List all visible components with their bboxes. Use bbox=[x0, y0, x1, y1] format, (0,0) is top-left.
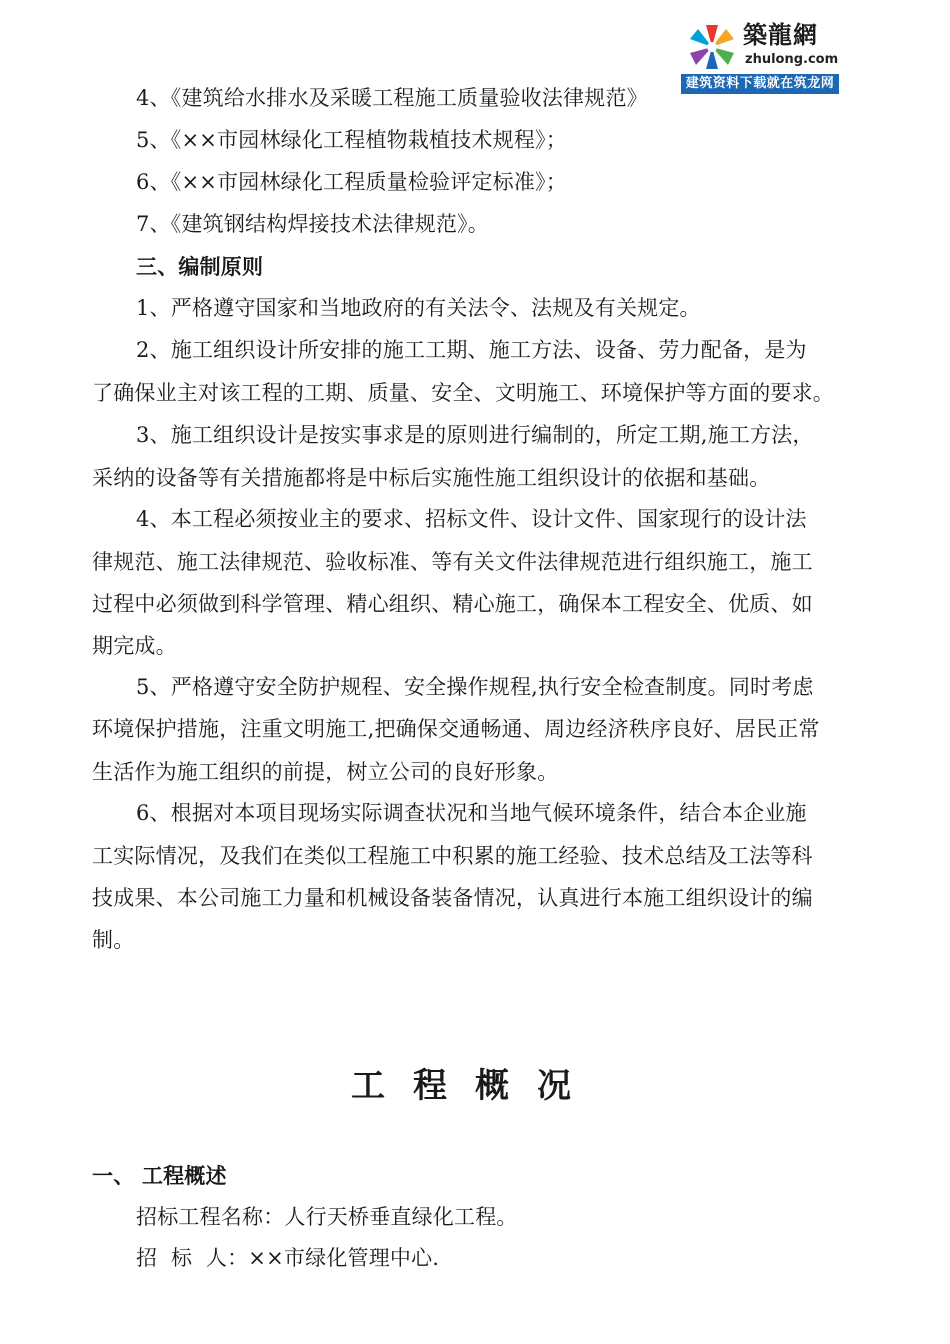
paragraph-line: 6、根据对本项目现场实际调查状况和当地气候环境条件，结合本企业施 bbox=[136, 801, 807, 825]
paragraph-line: 采纳的设备等有关措施都将是中标后实施性施工组织设计的依据和基础。 bbox=[92, 466, 771, 490]
logo-slogan: 建筑资料下载就在筑龙网 bbox=[681, 74, 839, 94]
paragraph-line: 工实际情况，及我们在类似工程施工中积累的施工经验、技术总结及工法等科 bbox=[92, 844, 813, 868]
paragraph-line: 4、本工程必须按业主的要求、招标文件、设计文件、国家现行的设计法 bbox=[136, 507, 807, 531]
paragraph-line: 律规范、施工法律规范、验收标准、等有关文件法律规范进行组织施工，施工 bbox=[92, 550, 813, 574]
paragraph-line: 技成果、本公司施工力量和机械设备装备情况，认真进行本施工组织设计的编 bbox=[92, 886, 813, 910]
paragraph-line: 了确保业主对该工程的工期、质量、安全、文明施工、环境保护等方面的要求。 bbox=[92, 381, 834, 405]
paragraph-line: 2、施工组织设计所安排的施工工期、施工方法、设备、劳力配备，是为 bbox=[136, 338, 807, 362]
reference-item: 5、《××市园林绿化工程植物栽植技术规程》； bbox=[136, 128, 567, 152]
paragraph-line: 期完成。 bbox=[92, 634, 177, 658]
paragraph-line: 环境保护措施，注重文明施工,把确保交通畅通、周边经济秩序良好、居民正常 bbox=[92, 717, 820, 741]
section-heading-principles: 三、编制原则 bbox=[136, 255, 264, 279]
chapter-title: 工程概况 bbox=[351, 1066, 599, 1106]
logo-name-cn: 築龍網 bbox=[743, 20, 818, 49]
logo-name-en: zhulong.com bbox=[745, 52, 839, 67]
reference-item: 6、《××市园林绿化工程质量检验评定标准》； bbox=[136, 170, 567, 194]
paragraph-line: 1、严格遵守国家和当地政府的有关法令、法规及有关规定。 bbox=[136, 296, 701, 320]
tenderer: 招 标 人：××市绿化管理中心. bbox=[136, 1246, 440, 1270]
paragraph-line: 5、严格遵守安全防护规程、安全操作规程,执行安全检查制度。同时考虑 bbox=[136, 675, 814, 699]
paragraph-line: 制。 bbox=[92, 928, 135, 952]
section-heading-overview: 一、 工程概述 bbox=[92, 1164, 227, 1188]
reference-item: 4、《建筑给水排水及采暖工程施工质量验收法律规范》 bbox=[136, 86, 648, 110]
paragraph-line: 3、施工组织设计是按实事求是的原则进行编制的，所定工期,施工方法， bbox=[136, 423, 814, 447]
paragraph-line: 过程中必须做到科学管理、精心组织、精心施工，确保本工程安全、优质、如 bbox=[92, 592, 813, 616]
zhulong-logo bbox=[681, 18, 839, 94]
project-name: 招标工程名称：人行天桥垂直绿化工程。 bbox=[136, 1205, 518, 1229]
paragraph-line: 生活作为施工组织的前提，树立公司的良好形象。 bbox=[92, 760, 559, 784]
reference-item: 7、《建筑钢结构焊接技术法律规范》。 bbox=[136, 212, 489, 236]
pinwheel-logo-icon bbox=[683, 20, 741, 74]
